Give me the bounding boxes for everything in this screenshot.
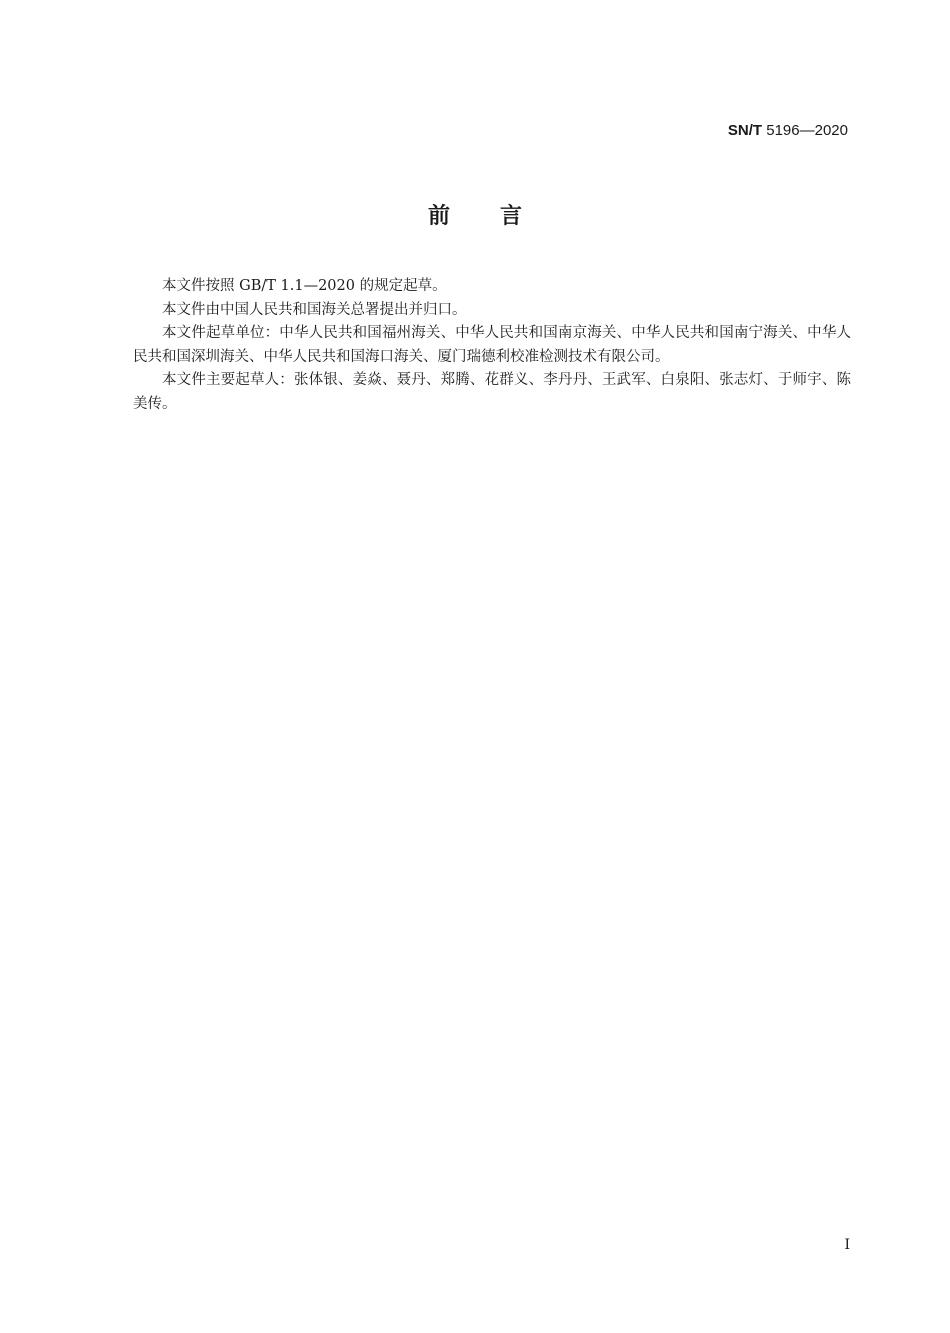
standard-code-header [728, 121, 848, 141]
standard-code-number: 5196—2020 [766, 122, 848, 139]
foreword-body [133, 275, 851, 416]
foreword-title-char-1: 前 [427, 204, 450, 229]
paragraph-proposer: 本文件由中国人民共和国海关总署提出并归口。 [162, 301, 467, 318]
paragraph-drafting-units: 本文件起草单位：中华人民共和国福州海关、中华人民共和国南京海关、中华人民共和国南宁海关、中华人民共和国深圳海关、中华人民共和国海口海关、厦门瑞德利校准检测技术有限公司。 [133, 325, 851, 365]
foreword-title-char-2: 言 [500, 204, 523, 229]
paragraph-drafters: 本文件主要起草人：张体银、姜焱、聂丹、郑腾、花群义、李丹丹、王武军、白泉阳、张志灯、于师宇、陈美传。 [133, 372, 851, 412]
paragraph-drafting-rules: 本文件按照 GB/T 1.1—2020 的规定起草。 [162, 278, 447, 294]
standard-code-prefix: SN/T [727, 122, 763, 139]
foreword-title [0, 202, 950, 232]
page-number: I [844, 1237, 850, 1253]
